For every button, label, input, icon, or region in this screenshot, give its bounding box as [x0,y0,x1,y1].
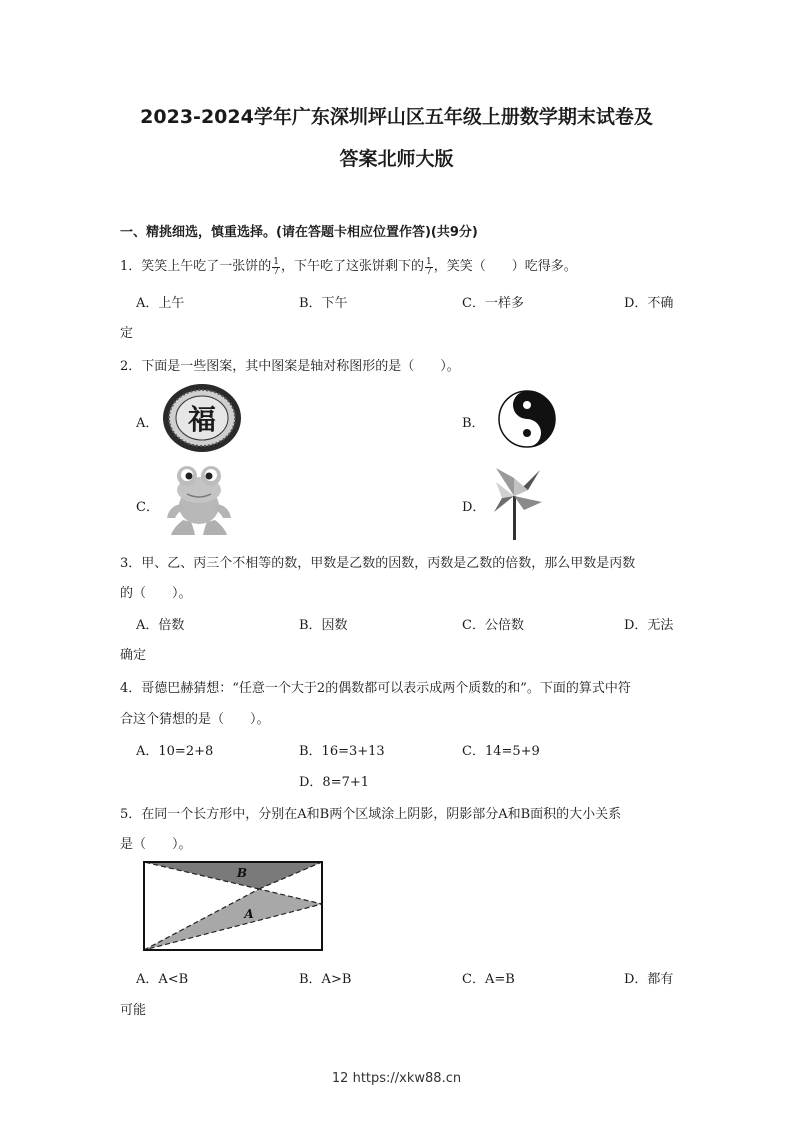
question-5-text-line-2: 是（ ）。 [120,837,192,852]
q5-option-d-wrap: 可能 [120,1003,147,1018]
frog-icon[interactable] [165,462,233,537]
q3-option-c[interactable]: C．公倍数 [462,618,524,633]
fraction-2-denominator: 7 [426,267,432,277]
q1-option-a[interactable]: A．上午 [136,296,185,311]
document-title-line-1: 2023-2024学年广东深圳坪山区五年级上册数学期末试卷及 [140,106,653,128]
q1-option-d[interactable]: D．不确 [624,296,674,311]
q4-option-c[interactable]: C．14=5+9 [462,744,540,759]
q2-label-b[interactable]: B． [462,416,485,431]
question-5-text-line-1: 5．在同一个长方形中，分别在A和B两个区域涂上阴影，阴影部分A和B面积的大小关系 [120,807,622,822]
document-title-line-2: 答案北师大版 [339,148,454,170]
yin-yang-icon[interactable] [497,386,557,452]
fu-character: 福 [187,403,217,436]
q3-option-b[interactable]: B．因数 [299,618,348,633]
q1-option-d-wrap: 定 [120,326,134,341]
q3-option-d[interactable]: D．无法 [624,618,674,633]
fraction-1-denominator: 7 [273,267,280,277]
pinwheel-icon[interactable] [488,462,544,540]
q3-option-a[interactable]: A．倍数 [136,618,185,633]
question-4-text-line-2: 合这个猜想的是（ ）。 [120,712,270,727]
q1-text-part-c: ，笑笑（ ）吃得多。 [433,259,577,274]
q3-option-d-wrap: 确定 [120,648,147,663]
region-b-label: B [236,866,248,880]
q5-option-c[interactable]: C．A=B [462,972,515,987]
page-footer[interactable]: 12 https://xkw88.cn [331,1071,462,1086]
q4-option-d[interactable]: D．8=7+1 [299,775,370,790]
q5-option-a[interactable]: A．A<B [136,972,189,987]
question-3-text-line-2: 的（ ）。 [120,586,192,601]
q5-option-d[interactable]: D．都有 [624,972,674,987]
region-a-label: A [244,907,254,921]
q4-option-b[interactable]: B．16=3+13 [299,744,385,759]
q1-text-part-a: 1．笑笑上午吃了一张饼的 [120,259,272,274]
fraction-1 [272,258,280,277]
q2-label-c[interactable]: C． [136,500,159,515]
q2-label-a[interactable]: A． [136,416,159,431]
fraction-1-numerator: 1 [273,257,280,267]
fraction-2 [425,258,433,277]
question-2-text: 2．下面是一些图案，其中图案是轴对称图形的是（ ）。 [120,359,460,374]
fraction-2-numerator: 1 [426,257,432,267]
question-1-text [120,255,577,277]
fu-character-seal-icon[interactable] [162,383,242,453]
q1-text-part-b: ，下午吃了这张饼剩下的 [281,259,425,274]
rectangle-shaded-areas-figure [142,860,324,952]
question-3-text-line-1: 3．甲、乙、丙三个不相等的数，甲数是乙数的因数，丙数是乙数的倍数，那么甲数是丙数 [120,556,636,571]
q1-option-b[interactable]: B．下午 [299,296,348,311]
q5-option-b[interactable]: B．A>B [299,972,352,987]
section-1-heading: 一、精挑细选，慎重选择。(请在答题卡相应位置作答)(共9分) [120,225,478,240]
q1-option-c[interactable]: C．一样多 [462,296,524,311]
q2-label-d[interactable]: D． [462,500,486,515]
q4-option-a[interactable]: A．10=2+8 [136,744,214,759]
question-4-text-line-1: 4．哥德巴赫猜想：“任意一个大于2的偶数都可以表示成两个质数的和”。下面的算式中符 [120,681,631,696]
